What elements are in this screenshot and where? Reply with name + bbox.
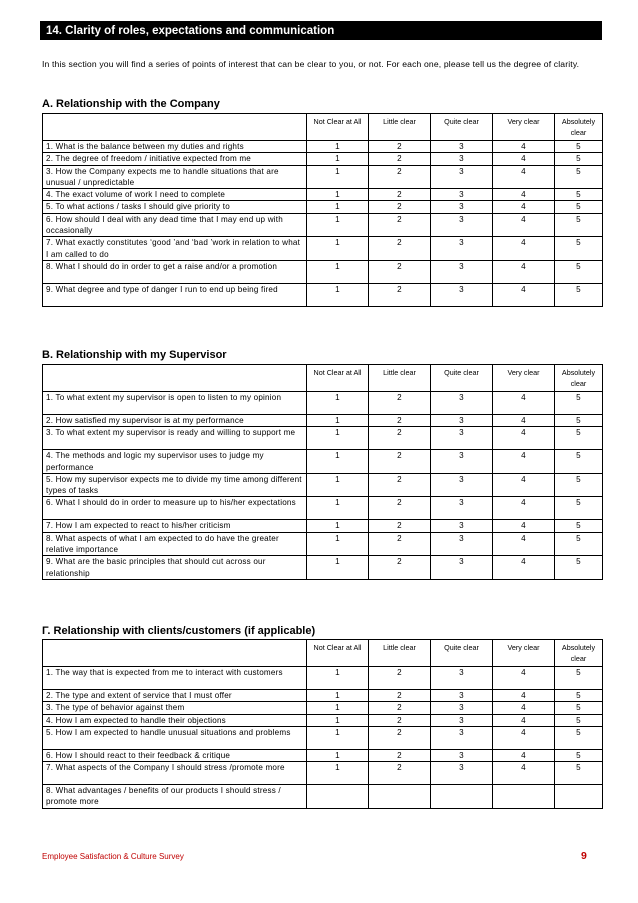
question-row [43, 153, 603, 165]
question-row [43, 702, 603, 714]
header-row [43, 114, 603, 141]
question-text: 7. What aspects of the Company I should stress /promote more [43, 762, 307, 785]
question-row [43, 283, 603, 306]
rating-option-4[interactable]: 4 [493, 213, 555, 237]
question-text: 6. What I should do in order to measure up to his/her expectations [43, 497, 307, 520]
rating-option-5[interactable]: 5 [555, 213, 603, 237]
question-row [43, 749, 603, 761]
rating-option-2[interactable]: 2 [369, 189, 431, 201]
rating-option-4[interactable]: 4 [493, 702, 555, 714]
rating-option-4[interactable]: 4 [493, 749, 555, 761]
rating-option-2[interactable]: 2 [369, 392, 431, 415]
question-row [43, 165, 603, 189]
question-text: 9. What are the basic principles that should cut across our relationship [43, 556, 307, 580]
rating-option-1[interactable]: 1 [307, 153, 369, 165]
rating-option-1[interactable]: 1 [307, 532, 369, 556]
rating-option-1[interactable]: 1 [307, 201, 369, 213]
rating-option-3[interactable]: 3 [431, 237, 493, 261]
rating-option-1[interactable]: 1 [307, 749, 369, 761]
rating-option-1[interactable]: 1 [307, 667, 369, 690]
rating-option-2[interactable]: 2 [369, 165, 431, 189]
question-text: 3. To what extent my supervisor is ready and willing to support me [43, 427, 307, 450]
question-row [43, 762, 603, 785]
question-row [43, 189, 603, 201]
rating-option-5[interactable]: 5 [555, 237, 603, 261]
rating-option-3[interactable]: 3 [431, 532, 493, 556]
rating-option-1[interactable]: 1 [307, 427, 369, 450]
rating-option-4[interactable]: 4 [493, 726, 555, 749]
question-text: 4. The methods and logic my supervisor uses to judge my performance [43, 450, 307, 474]
rating-option-5[interactable] [555, 785, 603, 809]
rating-option-1[interactable]: 1 [307, 260, 369, 283]
rating-option-2[interactable]: 2 [369, 762, 431, 785]
question-row [43, 201, 603, 213]
rating-option-2[interactable]: 2 [369, 141, 431, 153]
rating-option-2[interactable]: 2 [369, 726, 431, 749]
rating-option-1[interactable]: 1 [307, 726, 369, 749]
rating-option-5[interactable]: 5 [555, 520, 603, 532]
header-quite-clear: Quite clear [431, 114, 493, 141]
header-not-clear: Not Clear at All [307, 114, 369, 141]
rating-option-3[interactable]: 3 [431, 141, 493, 153]
rating-option-4[interactable]: 4 [493, 556, 555, 580]
rating-option-3[interactable]: 3 [431, 415, 493, 427]
rating-option-5[interactable]: 5 [555, 497, 603, 520]
rating-option-3[interactable] [431, 785, 493, 809]
rating-option-5[interactable]: 5 [555, 532, 603, 556]
question-text: 7. What exactly constitutes ‘good ’and ‘bad ’work in relation to what I am called to do [43, 237, 307, 261]
rating-option-2[interactable]: 2 [369, 556, 431, 580]
header-little-clear: Little clear [369, 365, 431, 392]
rating-option-5[interactable]: 5 [555, 392, 603, 415]
question-text: 1. What is the balance between my duties and rights [43, 141, 307, 153]
rating-option-4[interactable]: 4 [493, 532, 555, 556]
question-text: 8. What advantages / benefits of our products I should stress / promote more [43, 785, 307, 809]
header-absolutely-clear: Absolutely clear [555, 640, 603, 667]
rating-option-2[interactable]: 2 [369, 520, 431, 532]
question-row [43, 667, 603, 690]
header-blank-cell [43, 365, 307, 392]
question-text: 8. What aspects of what I am expected to do have the greater relative importance [43, 532, 307, 556]
rating-option-3[interactable]: 3 [431, 165, 493, 189]
header-little-clear: Little clear [369, 114, 431, 141]
rating-option-5[interactable]: 5 [555, 667, 603, 690]
rating-option-3[interactable]: 3 [431, 260, 493, 283]
section-c-title: Γ. Relationship with clients/customers (if applicable) [42, 625, 316, 637]
question-row [43, 520, 603, 532]
rating-option-3[interactable]: 3 [431, 762, 493, 785]
header-very-clear: Very clear [493, 365, 555, 392]
rating-option-1[interactable]: 1 [307, 237, 369, 261]
rating-option-5[interactable]: 5 [555, 556, 603, 580]
question-row [43, 213, 603, 237]
question-text: 6. How should I deal with any dead time that I may end up with occasionally [43, 213, 307, 237]
header-little-clear: Little clear [369, 640, 431, 667]
rating-option-4[interactable]: 4 [493, 165, 555, 189]
rating-option-3[interactable]: 3 [431, 450, 493, 474]
question-text: 3. How the Company expects me to handle situations that are unusual / unpredictable [43, 165, 307, 189]
question-row [43, 473, 603, 497]
rating-option-1[interactable]: 1 [307, 556, 369, 580]
header-not-clear: Not Clear at All [307, 640, 369, 667]
rating-option-5[interactable]: 5 [555, 283, 603, 306]
rating-option-4[interactable]: 4 [493, 473, 555, 497]
rating-option-4[interactable]: 4 [493, 189, 555, 201]
rating-option-5[interactable]: 5 [555, 473, 603, 497]
rating-option-5[interactable]: 5 [555, 427, 603, 450]
rating-option-2[interactable]: 2 [369, 714, 431, 726]
rating-option-4[interactable]: 4 [493, 283, 555, 306]
rating-option-1[interactable]: 1 [307, 392, 369, 415]
header-very-clear: Very clear [493, 640, 555, 667]
rating-option-5[interactable]: 5 [555, 690, 603, 702]
question-text: 2. How satisfied my supervisor is at my performance [43, 415, 307, 427]
question-text: 4. The exact volume of work I need to complete [43, 189, 307, 201]
header-absolutely-clear: Absolutely clear [555, 114, 603, 141]
rating-option-1[interactable]: 1 [307, 415, 369, 427]
rating-option-2[interactable]: 2 [369, 427, 431, 450]
header-row [43, 365, 603, 392]
rating-option-4[interactable]: 4 [493, 141, 555, 153]
rating-option-5[interactable]: 5 [555, 153, 603, 165]
rating-option-4[interactable]: 4 [493, 450, 555, 474]
rating-option-4[interactable]: 4 [493, 520, 555, 532]
rating-option-3[interactable]: 3 [431, 153, 493, 165]
rating-option-4[interactable]: 4 [493, 762, 555, 785]
question-text: 4. How I am expected to handle their objections [43, 714, 307, 726]
rating-option-3[interactable]: 3 [431, 749, 493, 761]
rating-option-3[interactable]: 3 [431, 392, 493, 415]
rating-option-1[interactable]: 1 [307, 141, 369, 153]
rating-option-2[interactable]: 2 [369, 473, 431, 497]
rating-option-2[interactable]: 2 [369, 260, 431, 283]
rating-option-5[interactable]: 5 [555, 762, 603, 785]
header-very-clear: Very clear [493, 114, 555, 141]
rating-option-3[interactable]: 3 [431, 473, 493, 497]
rating-option-4[interactable]: 4 [493, 201, 555, 213]
rating-option-4[interactable]: 4 [493, 497, 555, 520]
rating-option-4[interactable] [493, 785, 555, 809]
rating-option-1[interactable]: 1 [307, 473, 369, 497]
header-blank-cell [43, 114, 307, 141]
question-row [43, 556, 603, 580]
rating-option-5[interactable]: 5 [555, 702, 603, 714]
rating-option-2[interactable]: 2 [369, 450, 431, 474]
rating-option-3[interactable]: 3 [431, 726, 493, 749]
rating-option-3[interactable]: 3 [431, 556, 493, 580]
question-row [43, 260, 603, 283]
rating-option-2[interactable]: 2 [369, 532, 431, 556]
rating-option-3[interactable]: 3 [431, 427, 493, 450]
rating-option-1[interactable]: 1 [307, 283, 369, 306]
rating-option-4[interactable]: 4 [493, 667, 555, 690]
rating-option-2[interactable]: 2 [369, 283, 431, 306]
question-row [43, 392, 603, 415]
rating-option-2[interactable]: 2 [369, 690, 431, 702]
rating-option-3[interactable]: 3 [431, 497, 493, 520]
page-number: 9 [581, 850, 587, 862]
question-row [43, 450, 603, 474]
rating-option-5[interactable]: 5 [555, 165, 603, 189]
rating-option-2[interactable]: 2 [369, 213, 431, 237]
section-banner: 14. Clarity of roles, expectations and communication [40, 21, 602, 40]
question-text: 2. The degree of freedom / initiative expected from me [43, 153, 307, 165]
rating-option-1[interactable]: 1 [307, 450, 369, 474]
rating-option-2[interactable]: 2 [369, 201, 431, 213]
rating-option-4[interactable]: 4 [493, 427, 555, 450]
question-row [43, 785, 603, 809]
footer-title: Employee Satisfaction & Culture Survey [42, 852, 184, 861]
question-text: 5. How my supervisor expects me to divide my time among different types of tasks [43, 473, 307, 497]
section-b-table [42, 364, 603, 580]
section-b-title: B. Relationship with my Supervisor [42, 349, 227, 361]
rating-option-3[interactable]: 3 [431, 201, 493, 213]
rating-option-1[interactable]: 1 [307, 714, 369, 726]
question-text: 8. What I should do in order to get a raise and/or a promotion [43, 260, 307, 283]
rating-option-3[interactable]: 3 [431, 714, 493, 726]
rating-option-3[interactable]: 3 [431, 283, 493, 306]
rating-option-4[interactable]: 4 [493, 260, 555, 283]
question-text: 3. The type of behavior against them [43, 702, 307, 714]
rating-option-4[interactable]: 4 [493, 415, 555, 427]
rating-option-1[interactable]: 1 [307, 690, 369, 702]
rating-option-1[interactable]: 1 [307, 213, 369, 237]
question-row [43, 690, 603, 702]
rating-option-2[interactable]: 2 [369, 153, 431, 165]
header-absolutely-clear: Absolutely clear [555, 365, 603, 392]
question-row [43, 427, 603, 450]
section-c-table [42, 639, 603, 809]
rating-option-3[interactable]: 3 [431, 667, 493, 690]
rating-option-5[interactable]: 5 [555, 141, 603, 153]
question-text: 5. How I am expected to handle unusual situations and problems [43, 726, 307, 749]
question-row [43, 532, 603, 556]
rating-option-1[interactable]: 1 [307, 520, 369, 532]
rating-option-5[interactable]: 5 [555, 201, 603, 213]
rating-option-4[interactable]: 4 [493, 714, 555, 726]
rating-option-5[interactable]: 5 [555, 749, 603, 761]
rating-option-1[interactable]: 1 [307, 165, 369, 189]
rating-option-4[interactable]: 4 [493, 690, 555, 702]
rating-option-5[interactable]: 5 [555, 726, 603, 749]
header-blank-cell [43, 640, 307, 667]
question-row [43, 141, 603, 153]
question-text: 6. How I should react to their feedback & critique [43, 749, 307, 761]
rating-option-5[interactable]: 5 [555, 260, 603, 283]
question-row [43, 714, 603, 726]
rating-option-3[interactable]: 3 [431, 213, 493, 237]
header-quite-clear: Quite clear [431, 365, 493, 392]
rating-option-3[interactable]: 3 [431, 690, 493, 702]
rating-option-2[interactable]: 2 [369, 667, 431, 690]
rating-option-4[interactable]: 4 [493, 392, 555, 415]
section-a-table [42, 113, 603, 307]
header-not-clear: Not Clear at All [307, 365, 369, 392]
rating-option-2[interactable]: 2 [369, 415, 431, 427]
rating-option-5[interactable]: 5 [555, 189, 603, 201]
rating-option-5[interactable]: 5 [555, 415, 603, 427]
question-row [43, 237, 603, 261]
rating-option-2[interactable]: 2 [369, 497, 431, 520]
question-text: 9. What degree and type of danger I run to end up being fired [43, 283, 307, 306]
rating-option-4[interactable]: 4 [493, 237, 555, 261]
rating-option-3[interactable]: 3 [431, 189, 493, 201]
rating-option-1[interactable] [307, 785, 369, 809]
rating-option-2[interactable] [369, 785, 431, 809]
rating-option-5[interactable]: 5 [555, 714, 603, 726]
question-text: 5. To what actions / tasks I should give priority to [43, 201, 307, 213]
header-quite-clear: Quite clear [431, 640, 493, 667]
rating-option-1[interactable]: 1 [307, 762, 369, 785]
rating-option-2[interactable]: 2 [369, 749, 431, 761]
intro-text: In this section you will find a series of points of interest that can be clear to you, or not. For each one, please tell us the degree of clarity. [42, 59, 580, 69]
section-a-title: A. Relationship with the Company [42, 98, 220, 110]
question-row [43, 726, 603, 749]
rating-option-2[interactable]: 2 [369, 702, 431, 714]
rating-option-1[interactable]: 1 [307, 702, 369, 714]
rating-option-3[interactable]: 3 [431, 702, 493, 714]
rating-option-4[interactable]: 4 [493, 153, 555, 165]
rating-option-2[interactable]: 2 [369, 237, 431, 261]
rating-option-1[interactable]: 1 [307, 189, 369, 201]
question-row [43, 415, 603, 427]
question-text: 7. How I am expected to react to his/her criticism [43, 520, 307, 532]
rating-option-5[interactable]: 5 [555, 450, 603, 474]
rating-option-1[interactable]: 1 [307, 497, 369, 520]
question-text: 1. To what extent my supervisor is open to listen to my opinion [43, 392, 307, 415]
header-row [43, 640, 603, 667]
question-text: 2. The type and extent of service that I must offer [43, 690, 307, 702]
question-row [43, 497, 603, 520]
question-text: 1. The way that is expected from me to interact with customers [43, 667, 307, 690]
rating-option-3[interactable]: 3 [431, 520, 493, 532]
